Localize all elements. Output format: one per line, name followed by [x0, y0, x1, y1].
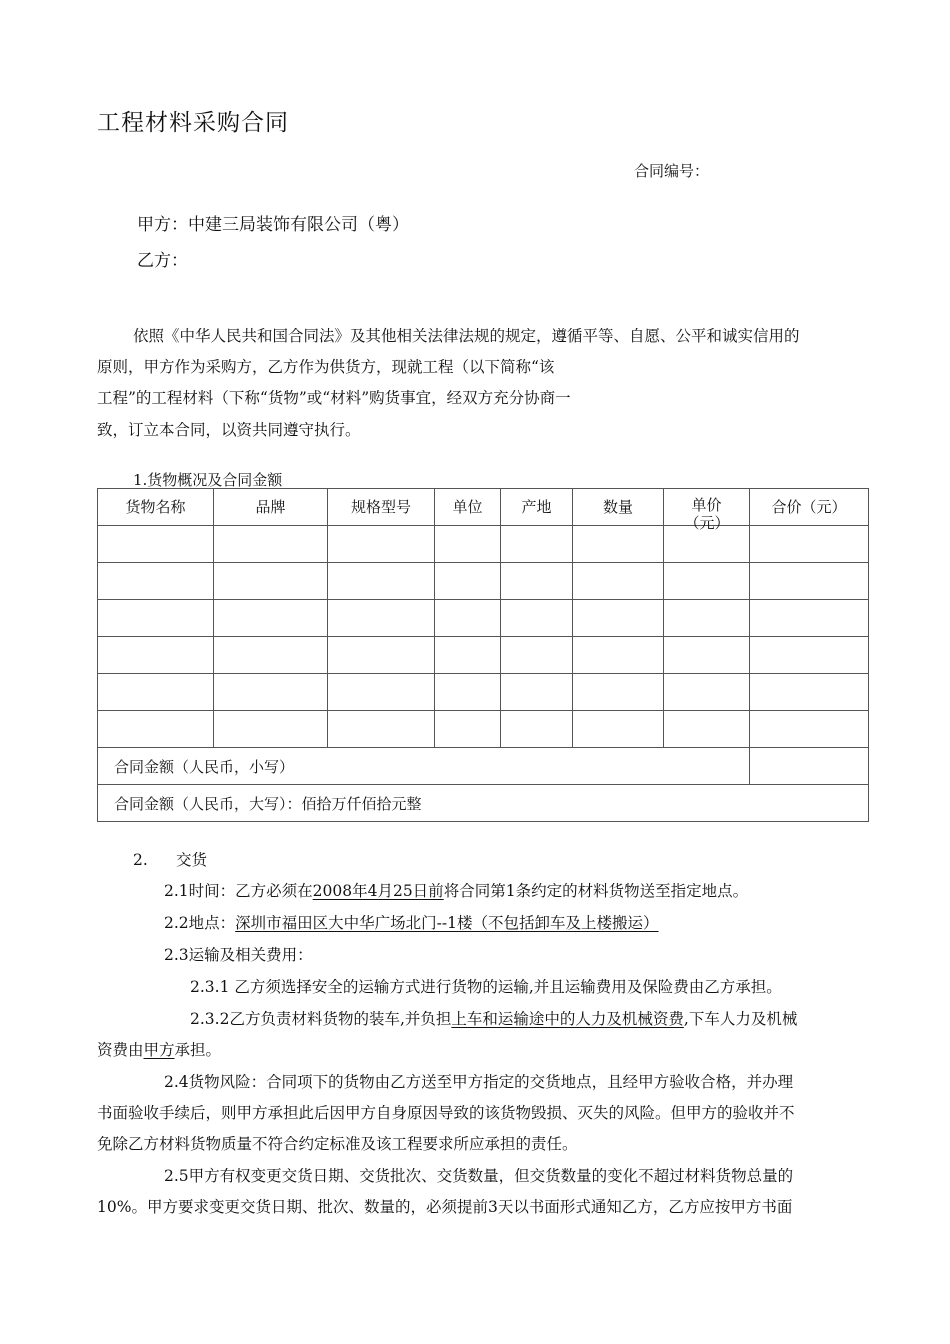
clause-2-3-2-l2-suffix: 承担。 — [174, 1041, 222, 1059]
clause-2-1-prefix: 2.1时间：乙方必须在 — [164, 882, 313, 900]
table-row — [98, 600, 869, 637]
col-unit-price — [664, 489, 750, 532]
clause-2-2-prefix: 2.2地点： — [164, 914, 236, 932]
intro-line-1: 依照《中华人民共和国合同法》及其他相关法律法规的规定，遵循平等、自愿、公平和诚实信用的 — [133, 327, 800, 345]
table-row — [98, 711, 869, 748]
section-2-number: 2. — [133, 851, 148, 869]
total-small-value — [750, 748, 869, 785]
total-big-row — [98, 785, 869, 822]
page-title: 工程材料采购合同 — [97, 110, 289, 136]
col-brand: 品牌 — [214, 489, 328, 526]
clause-2-3-2-suffix: ,下车人力及机械 — [683, 1010, 798, 1028]
clause-2-3-2-prefix: 2.3.2乙方负责材料货物的装车,并负担 — [190, 1010, 452, 1028]
total-small-label: 合同金额（人民币，小写） — [98, 748, 750, 785]
clause-2-3-2-line-2 — [97, 1033, 221, 1067]
section-1-title: 1.货物概况及合同金额 — [133, 471, 283, 489]
clause-2-3-1: 2.3.1 乙方须选择安全的运输方式进行货物的运输,并且运输费用及保险费由乙方承担。 — [190, 978, 782, 996]
intro-line-2: 原则，甲方作为采购方，乙方作为供货方，现就工程（以下简称“该 — [97, 358, 555, 376]
clause-2-4-line-3: 免除乙方材料货物质量不符合约定标准及该工程要求所应承担的责任。 — [97, 1135, 578, 1153]
table-row — [98, 637, 869, 674]
col-total-price: 合价（元） — [750, 489, 869, 526]
table-row — [98, 674, 869, 711]
intro-line-3: 工程”的工程材料（下称“货物”或“材料”购货事宜，经双方充分协商一 — [97, 389, 571, 407]
col-unit-price-label: 单价（元） — [684, 496, 730, 532]
col-unit: 单位 — [435, 489, 501, 526]
section-2-title: 交货 — [176, 851, 208, 869]
delivery-date: 2008年4月25日前 — [312, 882, 444, 900]
clause-2-2 — [164, 906, 659, 940]
clause-2-3-2-line-1 — [190, 1002, 797, 1036]
clause-2-3-2-underlined: 上车和运输途中的人力及机械资费 — [451, 1010, 684, 1028]
party-a: 甲方：中建三局装饰有限公司（粤） — [137, 215, 409, 235]
delivery-location: 深圳市福田区大中华广场北门--1楼（不包括卸车及上楼搬运） — [235, 914, 659, 932]
col-goods-name: 货物名称 — [98, 489, 214, 526]
clause-2-4-line-2: 书面验收手续后，则甲方承担此后因甲方自身原因导致的该货物毁损、灭失的风险。但甲方的验收并不 — [97, 1104, 795, 1122]
clause-2-3-2-l2-underlined: 甲方 — [143, 1041, 175, 1059]
clause-2-5-line-1: 2.5甲方有权变更交货日期、交货批次、交货数量，但交货数量的变化不超过材料货物总量的 — [164, 1167, 794, 1185]
clause-2-3-2-l2-prefix: 资费由 — [97, 1041, 144, 1059]
clause-2-5-line-2: 10%。甲方要求变更交货日期、批次、数量的，必须提前3天以书面形式通知乙方，乙方应按甲方书面 — [97, 1198, 793, 1216]
party-b: 乙方： — [137, 251, 188, 271]
goods-table — [97, 488, 869, 822]
table-row — [98, 563, 869, 600]
clause-2-1-suffix: 将合同第1条约定的材料货物送至指定地点。 — [443, 882, 749, 900]
total-small-row — [98, 748, 869, 785]
contract-number-label: 合同编号： — [634, 162, 710, 180]
col-origin: 产地 — [501, 489, 573, 526]
clause-2-4-line-1: 2.4货物风险：合同项下的货物由乙方送至甲方指定的交货地点，且经甲方验收合格，并办理 — [164, 1073, 794, 1091]
intro-line-4: 致，订立本合同，以资共同遵守执行。 — [97, 421, 361, 439]
total-big-label: 合同金额（人民币，大写）：佰拾万仟佰拾元整 — [98, 785, 869, 822]
table-header-row — [98, 489, 869, 526]
col-spec: 规格型号 — [328, 489, 435, 526]
col-quantity: 数量 — [573, 489, 664, 526]
clause-2-1 — [164, 874, 748, 908]
clause-2-3: 2.3运输及相关费用： — [164, 946, 313, 964]
table-row — [98, 526, 869, 563]
